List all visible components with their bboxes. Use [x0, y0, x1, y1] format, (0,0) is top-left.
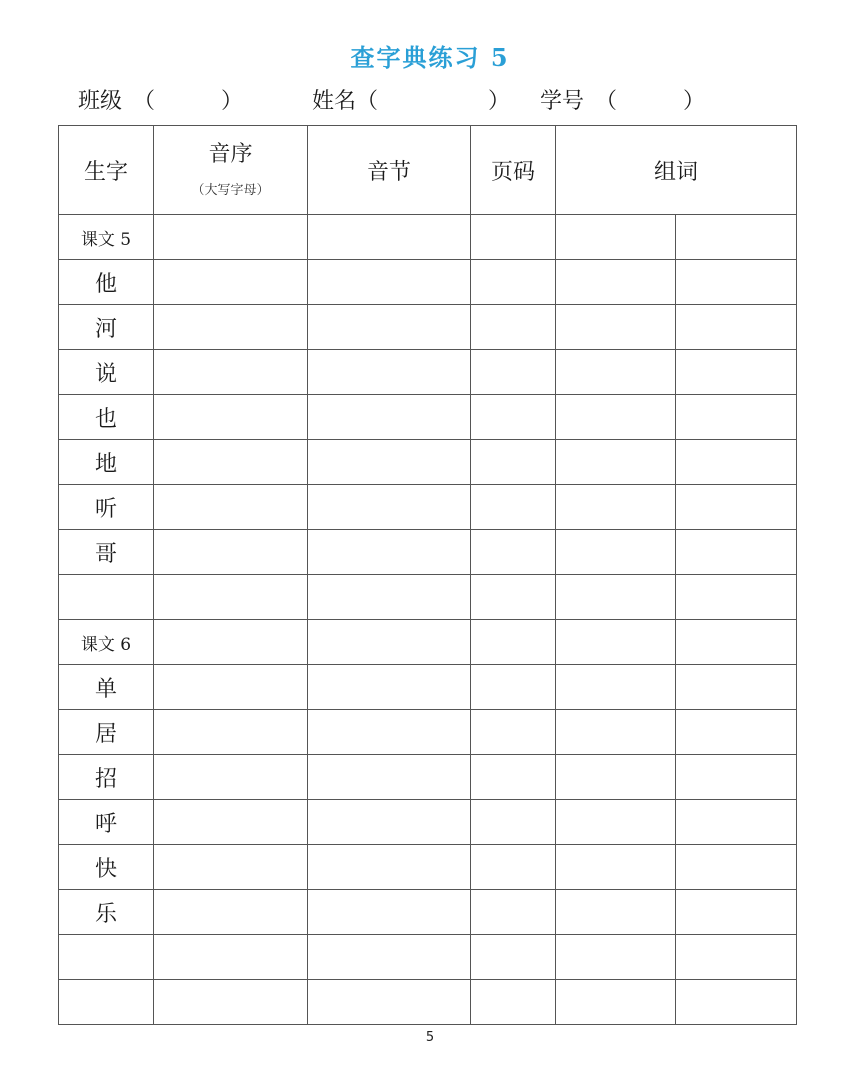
header-yinxu-label: 音序	[208, 142, 253, 167]
word-answer-cell-2[interactable]	[676, 530, 797, 575]
table-row	[59, 890, 797, 935]
word-answer-cell-1[interactable]	[556, 215, 676, 260]
syllable-answer-cell[interactable]	[308, 935, 471, 980]
page-answer-cell[interactable]	[471, 530, 556, 575]
word-answer-cell-1[interactable]	[556, 395, 676, 440]
word-answer-cell-1[interactable]	[556, 305, 676, 350]
yinxu-answer-cell[interactable]	[154, 935, 308, 980]
table-row	[59, 215, 797, 260]
character-cell: 地	[59, 440, 154, 485]
table-header-row	[59, 126, 797, 215]
word-answer-cell-1[interactable]	[556, 260, 676, 305]
word-answer-cell-1[interactable]	[556, 665, 676, 710]
word-answer-cell-2[interactable]	[676, 575, 797, 620]
page-answer-cell[interactable]	[471, 755, 556, 800]
name-field-label: 姓名（ ）	[312, 89, 511, 114]
syllable-answer-cell[interactable]	[308, 350, 471, 395]
syllable-answer-cell[interactable]	[308, 890, 471, 935]
character-cell: 听	[59, 485, 154, 530]
worksheet-title: 查字典练习 5	[350, 43, 510, 72]
syllable-answer-cell[interactable]	[308, 305, 471, 350]
syllable-answer-cell[interactable]	[308, 440, 471, 485]
character-cell: 乐	[59, 890, 154, 935]
lesson-label: 课文 5	[59, 215, 154, 260]
page-answer-cell[interactable]	[471, 890, 556, 935]
character-cell: 招	[59, 755, 154, 800]
header-syllable: 音节	[308, 126, 471, 215]
page-answer-cell[interactable]	[471, 350, 556, 395]
yinxu-answer-cell[interactable]	[154, 305, 308, 350]
table-row	[59, 350, 797, 395]
word-answer-cell-2[interactable]	[676, 215, 797, 260]
table-body	[59, 215, 797, 1025]
yinxu-answer-cell[interactable]	[154, 665, 308, 710]
syllable-answer-cell[interactable]	[308, 620, 471, 665]
page-answer-cell[interactable]	[471, 575, 556, 620]
word-answer-cell-2[interactable]	[676, 260, 797, 305]
table-row	[59, 710, 797, 755]
yinxu-answer-cell[interactable]	[154, 530, 308, 575]
yinxu-answer-cell[interactable]	[154, 755, 308, 800]
word-answer-cell-2[interactable]	[676, 620, 797, 665]
page-answer-cell[interactable]	[471, 980, 556, 1025]
table-row	[59, 980, 797, 1025]
syllable-answer-cell[interactable]	[308, 260, 471, 305]
word-answer-cell-1[interactable]	[556, 710, 676, 755]
table-row	[59, 485, 797, 530]
header-character: 生字	[59, 126, 154, 215]
word-answer-cell-2[interactable]	[676, 710, 797, 755]
page-answer-cell[interactable]	[471, 620, 556, 665]
blank-cell	[59, 980, 154, 1025]
header-page: 页码	[471, 126, 556, 215]
syllable-answer-cell[interactable]	[308, 710, 471, 755]
page-answer-cell[interactable]	[471, 440, 556, 485]
page-answer-cell[interactable]	[471, 215, 556, 260]
yinxu-answer-cell[interactable]	[154, 350, 308, 395]
dictionary-practice-table	[58, 125, 797, 1025]
word-answer-cell-1[interactable]	[556, 890, 676, 935]
word-answer-cell-1[interactable]	[556, 440, 676, 485]
word-answer-cell-1[interactable]	[556, 755, 676, 800]
page-answer-cell[interactable]	[471, 935, 556, 980]
word-answer-cell-2[interactable]	[676, 890, 797, 935]
character-cell: 也	[59, 395, 154, 440]
table-row	[59, 665, 797, 710]
syllable-answer-cell[interactable]	[308, 530, 471, 575]
table-row	[59, 935, 797, 980]
table-row	[59, 575, 797, 620]
yinxu-answer-cell[interactable]	[154, 800, 308, 845]
class-field-label: 班级 （ ）	[78, 89, 244, 114]
syllable-answer-cell[interactable]	[308, 665, 471, 710]
yinxu-answer-cell[interactable]	[154, 890, 308, 935]
header-yinxu-note: （大写字母）	[191, 183, 270, 198]
syllable-answer-cell[interactable]	[308, 395, 471, 440]
syllable-answer-cell[interactable]	[308, 485, 471, 530]
word-answer-cell-1[interactable]	[556, 980, 676, 1025]
word-answer-cell-2[interactable]	[676, 485, 797, 530]
page-answer-cell[interactable]	[471, 845, 556, 890]
table-row	[59, 755, 797, 800]
yinxu-answer-cell[interactable]	[154, 485, 308, 530]
word-answer-cell-1[interactable]	[556, 485, 676, 530]
page-answer-cell[interactable]	[471, 485, 556, 530]
syllable-answer-cell[interactable]	[308, 215, 471, 260]
table-row	[59, 530, 797, 575]
yinxu-answer-cell[interactable]	[154, 260, 308, 305]
syllable-answer-cell[interactable]	[308, 845, 471, 890]
word-answer-cell-1[interactable]	[556, 350, 676, 395]
word-answer-cell-2[interactable]	[676, 845, 797, 890]
header-words: 组词	[556, 126, 797, 215]
word-answer-cell-1[interactable]	[556, 935, 676, 980]
page-answer-cell[interactable]	[471, 395, 556, 440]
table-row	[59, 395, 797, 440]
word-answer-cell-2[interactable]	[676, 980, 797, 1025]
yinxu-answer-cell[interactable]	[154, 215, 308, 260]
word-answer-cell-1[interactable]	[556, 530, 676, 575]
character-cell: 单	[59, 665, 154, 710]
yinxu-answer-cell[interactable]	[154, 440, 308, 485]
yinxu-answer-cell[interactable]	[154, 710, 308, 755]
character-cell: 快	[59, 845, 154, 890]
page-answer-cell[interactable]	[471, 665, 556, 710]
character-cell: 哥	[59, 530, 154, 575]
page-answer-cell[interactable]	[471, 260, 556, 305]
page-number: 5	[425, 1030, 435, 1045]
yinxu-answer-cell[interactable]	[154, 845, 308, 890]
character-cell: 他	[59, 260, 154, 305]
syllable-answer-cell[interactable]	[308, 800, 471, 845]
word-answer-cell-2[interactable]	[676, 440, 797, 485]
word-answer-cell-2[interactable]	[676, 800, 797, 845]
syllable-answer-cell[interactable]	[308, 755, 471, 800]
page-answer-cell[interactable]	[471, 800, 556, 845]
word-answer-cell-1[interactable]	[556, 575, 676, 620]
table-row	[59, 305, 797, 350]
table-row	[59, 440, 797, 485]
syllable-answer-cell[interactable]	[308, 980, 471, 1025]
word-answer-cell-1[interactable]	[556, 800, 676, 845]
character-cell: 居	[59, 710, 154, 755]
word-answer-cell-2[interactable]	[676, 665, 797, 710]
table-row	[59, 800, 797, 845]
yinxu-answer-cell[interactable]	[154, 620, 308, 665]
character-cell: 河	[59, 305, 154, 350]
yinxu-answer-cell[interactable]	[154, 575, 308, 620]
word-answer-cell-1[interactable]	[556, 620, 676, 665]
character-cell: 呼	[59, 800, 154, 845]
yinxu-answer-cell[interactable]	[154, 395, 308, 440]
table-row	[59, 845, 797, 890]
page-answer-cell[interactable]	[471, 305, 556, 350]
word-answer-cell-2[interactable]	[676, 755, 797, 800]
word-answer-cell-2[interactable]	[676, 305, 797, 350]
word-answer-cell-2[interactable]	[676, 350, 797, 395]
table-row	[59, 260, 797, 305]
page-answer-cell[interactable]	[471, 710, 556, 755]
blank-cell	[59, 935, 154, 980]
word-answer-cell-2[interactable]	[676, 935, 797, 980]
lesson-label: 课文 6	[59, 620, 154, 665]
word-answer-cell-1[interactable]	[556, 845, 676, 890]
character-cell: 说	[59, 350, 154, 395]
header-yinxu	[154, 126, 308, 215]
student-id-field-label: 学号 （ ）	[540, 89, 706, 114]
syllable-answer-cell[interactable]	[308, 575, 471, 620]
word-answer-cell-2[interactable]	[676, 395, 797, 440]
blank-cell	[59, 575, 154, 620]
table-row	[59, 620, 797, 665]
yinxu-answer-cell[interactable]	[154, 980, 308, 1025]
